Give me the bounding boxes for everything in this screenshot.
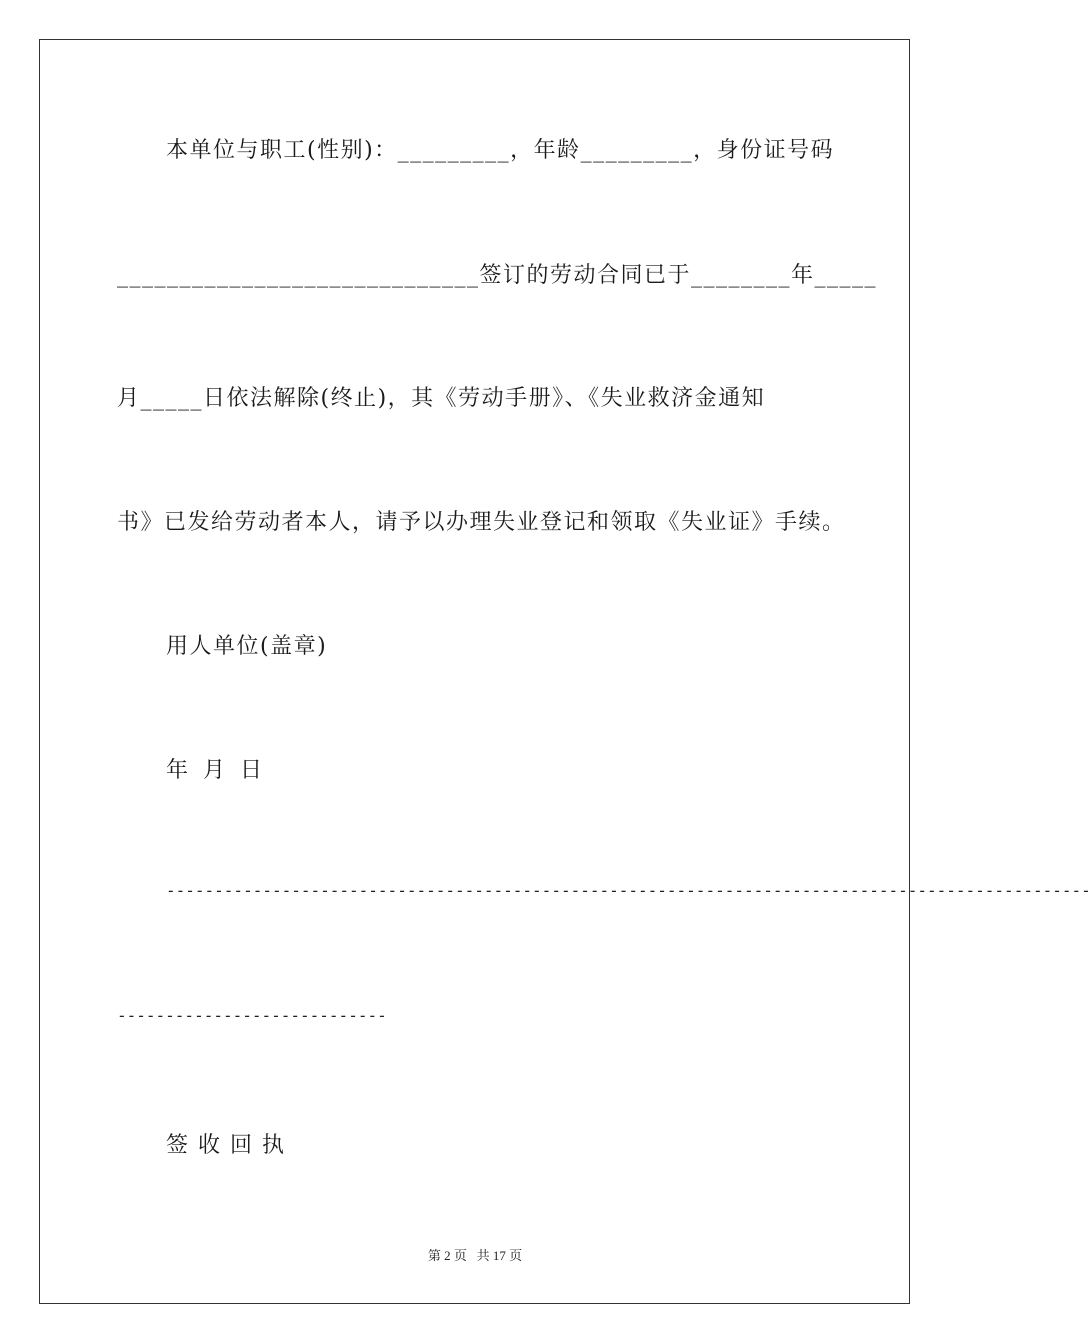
body-line-contract-date: _____________________________签订的劳动合同已于________年_____ [117, 263, 878, 288]
date-label: 年 月 日 [166, 758, 266, 783]
cut-line-separator: ------------------------------------------------------------------------------------------------ [166, 881, 1091, 900]
body-line-employee-info: 本单位与职工(性别)：_________，年龄_________，身份证号码 [166, 138, 835, 163]
body-line-registration: 书》已发给劳动者本人，请予以办理失业登记和领取《失业证》手续。 [117, 510, 846, 535]
receipt-heading: 签收回执 [166, 1133, 295, 1158]
body-line-termination: 月_____日依法解除(终止)，其《劳动手册》、《失业救济金通知 [117, 386, 766, 411]
cut-line-separator-continued: ---------------------------- [117, 1006, 387, 1025]
page-number-footer: 第 2 页 共 17 页 [427, 1248, 523, 1263]
page-border [39, 39, 1091, 1304]
employer-seal-label: 用人单位(盖章) [166, 634, 328, 659]
